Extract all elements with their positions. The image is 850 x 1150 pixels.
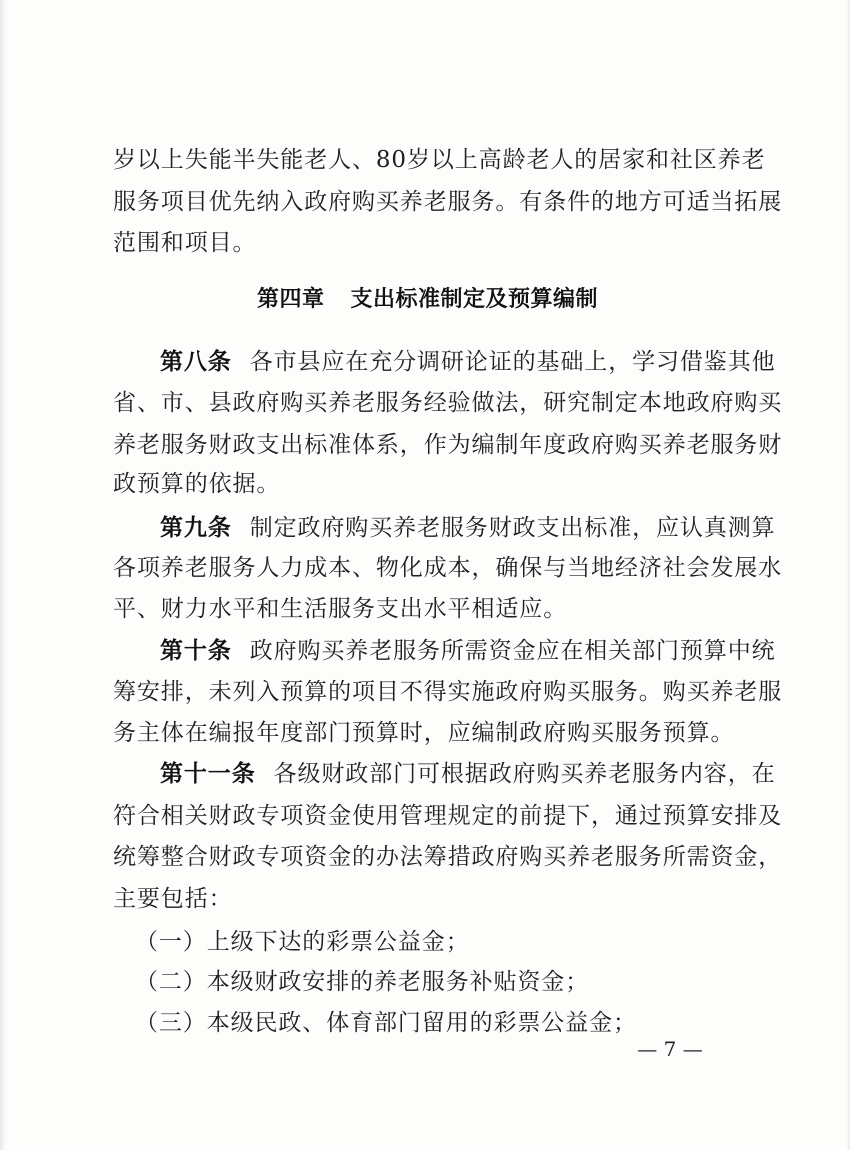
text-line: 政预算的依据。: [113, 471, 281, 497]
scan-edge: [0, 0, 6, 1150]
text-line: 养老服务财政支出标准体系，作为编制年度政府购买养老服务财: [113, 432, 783, 458]
text-line: 符合相关财政专项资金使用管理规定的前提下，通过预算安排及: [113, 803, 783, 829]
article-first-line: 第八条 各市县应在充分调研论证的基础上，学习借鉴其他: [160, 349, 776, 375]
article-first-line: 第十条 政府购买养老服务所需资金应在相关部门预算中统: [160, 638, 776, 664]
text-line: 平、财力水平和生活服务支出水平相适应。: [113, 596, 568, 622]
article-first-line: 第十一条 各级财政部门可根据政府购买养老服务内容，在: [160, 761, 776, 787]
text-line: 务主体在编报年度部门预算时，应编制政府购买服务预算。: [113, 720, 735, 746]
article-first-line: 第九条 制定政府购买养老服务财政支出标准，应认真测算: [160, 515, 776, 541]
article-label: 第十条: [160, 638, 232, 664]
text-line: 服务项目优先纳入政府购买养老服务。有条件的地方可适当拓展: [113, 189, 783, 215]
text-line: 各项养老服务人力成本、物化成本，确保与当地经济社会发展水: [113, 555, 783, 581]
page-number: — 7 —: [637, 1037, 703, 1061]
chapter-number: 第四章: [257, 287, 325, 312]
text-line: 主要包括：: [113, 886, 233, 912]
chapter-heading: [257, 285, 597, 315]
text-line: 范围和项目。: [113, 230, 257, 256]
text-line: 统筹整合财政专项资金的办法筹措政府购买养老服务所需资金，: [113, 844, 783, 870]
text-line: 省、市、县政府购买养老服务经验做法，研究制定本地政府购买: [113, 390, 783, 416]
list-item: （一）上级下达的彩票公益金；: [135, 929, 470, 955]
chapter-title: 支出标准制定及预算编制: [350, 287, 599, 312]
article-label: 第九条: [160, 515, 232, 541]
list-item: （二）本级财政安排的养老服务补贴资金；: [135, 969, 590, 995]
article-label: 第十一条: [160, 761, 256, 787]
list-item: （三）本级民政、体育部门留用的彩票公益金；: [135, 1010, 637, 1036]
text-line: 岁以上失能半失能老人、80岁以上高龄老人的居家和社区养老: [113, 147, 766, 173]
scan-edge: [846, 0, 850, 1150]
article-label: 第八条: [160, 349, 232, 375]
text-line: 筹安排，未列入预算的项目不得实施政府购买服务。购买养老服: [113, 679, 783, 705]
